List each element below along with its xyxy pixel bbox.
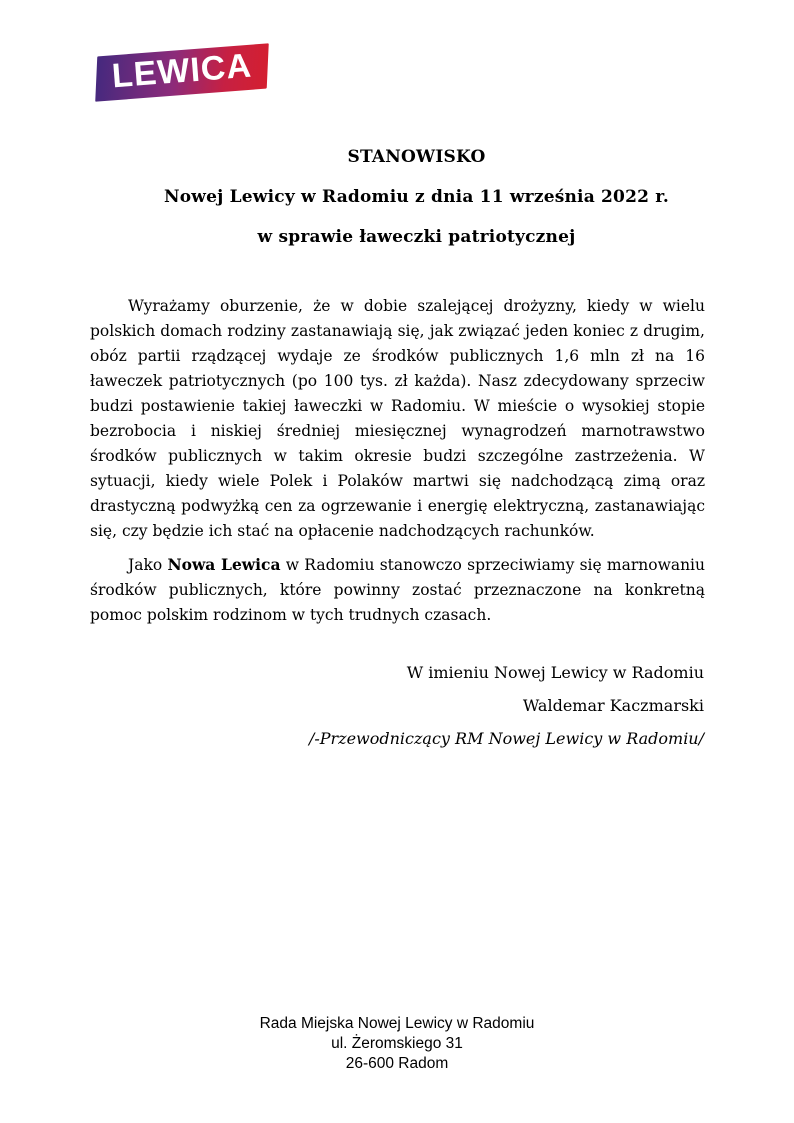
footer-street: ul. Żeromskiego 31 [331,1035,463,1052]
signature-role: /-Przewodniczący RM Nowej Lewicy w Radomiu/ [308,729,704,748]
paragraph-2-suffix: w Radomiu stanowczo sprzeciwiamy się marnowaniu środków publicznych, które powinny zostać przeznaczone na konkretną pomoc polskim rodzinom w tych trudnych czasach. [90,556,705,624]
paragraph-2-bold-nowa-lewica: Nowa Lewica [167,555,281,574]
footer-postal-city: 26-600 Radom [345,1055,449,1072]
paragraph-2 [90,552,705,628]
paragraph-1: Wyrażamy oburzenie, że w dobie szalejącej drożyzny, kiedy w wielu polskich domach rodziny zastanawiają się, jak związać jeden koniec z drugim, obóz partii rządzącej wydaje ze środków publicznych 1,6 mln zł na 16 ławeczek patriotycznych (po 100 tys. zł każda). Nasz zdecydowany sprzeciw budzi postawienie takiej ławeczki w Radomiu. W mieście o wysokiej stopie bezrobocia i niskiej średniej miesięcznej wynagrodzeń marnotrawstwo środków publicznych w takim okresie budzi szczególne zastrzeżenia. W sytuacji, kiedy wiele Polek i Polaków martwi się nadchodzącą zimą oraz drastyczną podwyżką cen za ogrzewanie i energię elektryczną, zastanawiając się, czy będzie ich stać na opłacenie nadchodzących rachunków. [90,297,705,540]
title-subject: w sprawie ławeczki patriotycznej [257,227,576,247]
lewica-logo [95,43,269,101]
signature-block [90,656,704,755]
title-organization-date: Nowej Lewicy w Radomiu z dnia 11 września 2022 r. [164,187,669,207]
footer-address [0,1014,794,1074]
lewica-logo-text: LEWICA [110,46,254,96]
signature-name: Waldemar Kaczmarski [522,696,704,715]
document-headings [90,146,705,266]
title-stanowisko: STANOWISKO [347,147,486,167]
document-body [90,294,705,636]
footer-organization: Rada Miejska Nowej Lewicy w Radomiu [259,1015,535,1032]
signature-on-behalf: W imieniu Nowej Lewicy w Radomiu [406,663,704,682]
paragraph-2-prefix: Jako [128,556,168,574]
